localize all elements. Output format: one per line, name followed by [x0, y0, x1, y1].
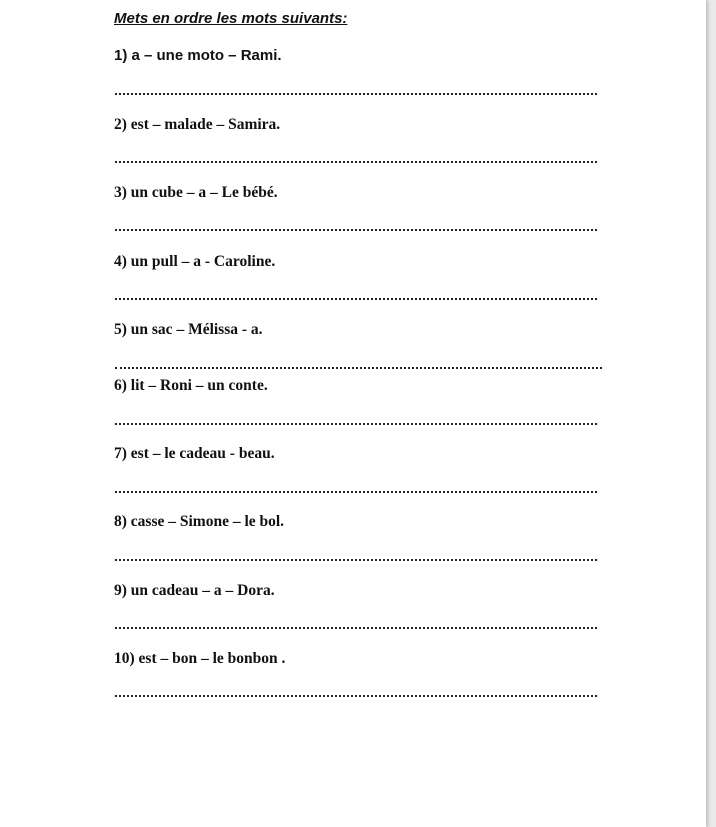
answer-line-3[interactable] — [115, 229, 597, 231]
answer-line-7[interactable] — [115, 491, 597, 493]
exercise-item-3: 3) un cube – a – Le bébé. — [114, 184, 278, 201]
exercise-item-1: 1) a – une moto – Rami. — [114, 47, 282, 64]
answer-line-5[interactable] — [115, 367, 602, 369]
answer-line-8[interactable] — [115, 559, 597, 561]
answer-line-1[interactable] — [115, 93, 597, 95]
answer-line-4[interactable] — [115, 298, 597, 300]
exercise-item-6: 6) lit – Roni – un conte. — [114, 377, 268, 394]
exercise-item-2: 2) est – malade – Samira. — [114, 116, 281, 133]
answer-line-6[interactable] — [115, 423, 597, 425]
worksheet-title: Mets en ordre les mots suivants: — [114, 10, 348, 27]
answer-line-10[interactable] — [115, 695, 597, 697]
exercise-item-10: 10) est – bon – le bonbon . — [114, 650, 286, 667]
exercise-item-9: 9) un cadeau – a – Dora. — [114, 582, 275, 599]
exercise-item-5: 5) un sac – Mélissa - a. — [114, 321, 263, 338]
exercise-item-7: 7) est – le cadeau - beau. — [114, 445, 275, 462]
exercise-item-4: 4) un pull – a - Caroline. — [114, 253, 276, 270]
answer-line-2[interactable] — [115, 161, 597, 163]
exercise-item-8: 8) casse – Simone – le bol. — [114, 513, 285, 530]
answer-line-9[interactable] — [115, 627, 597, 629]
